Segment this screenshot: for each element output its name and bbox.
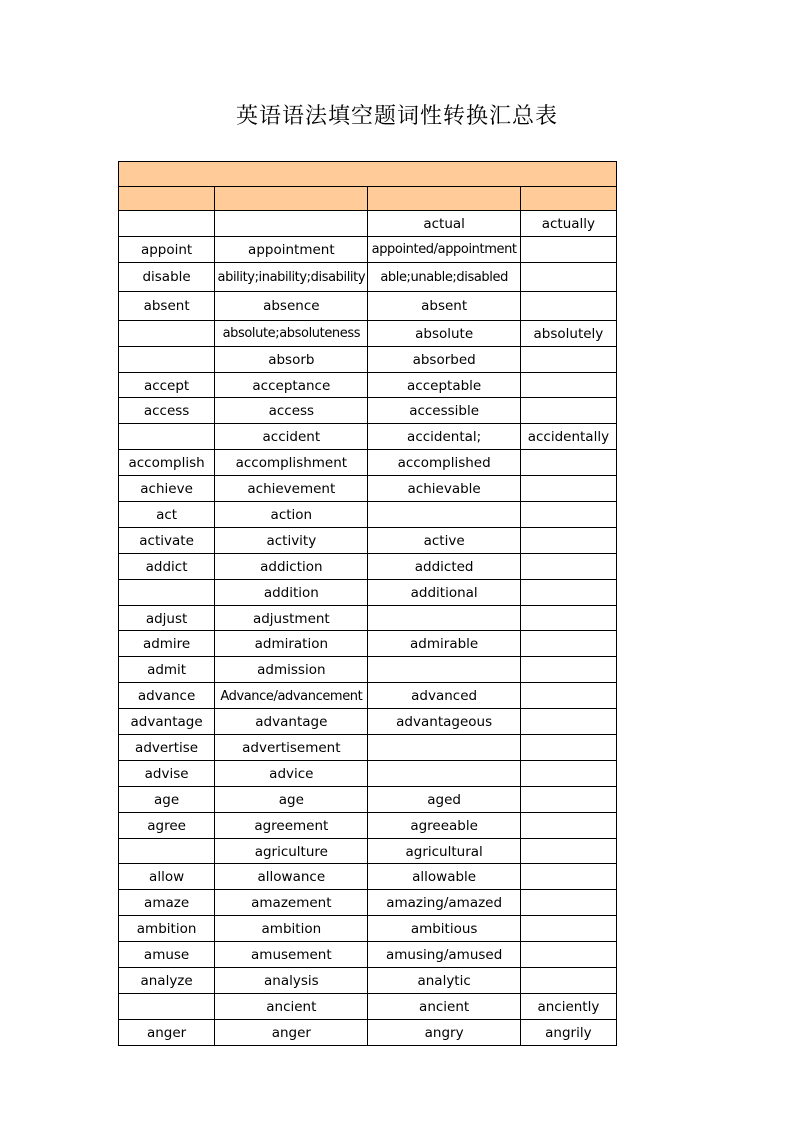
- table-cell: actual: [368, 211, 520, 237]
- table-row: [119, 262, 617, 291]
- table-cell: [520, 735, 616, 761]
- table-cell: admit: [119, 657, 215, 683]
- table-cell: adjustment: [215, 605, 368, 631]
- table-cell: able;unable;disabled: [368, 262, 520, 291]
- table-cell: amazement: [215, 890, 368, 916]
- table-cell: [520, 812, 616, 838]
- table-cell: [520, 605, 616, 631]
- table-cell: advise: [119, 760, 215, 786]
- table-row: [119, 211, 617, 237]
- table-cell: aged: [368, 786, 520, 812]
- column-header: [215, 187, 368, 211]
- table-cell: [368, 605, 520, 631]
- table-cell: [119, 346, 215, 372]
- table-cell: amaze: [119, 890, 215, 916]
- table-cell: admission: [215, 657, 368, 683]
- table-cell: appoint: [119, 236, 215, 262]
- table-cell: agricultural: [368, 838, 520, 864]
- table-cell: advance: [119, 683, 215, 709]
- table-row: [119, 291, 617, 320]
- table-cell: [520, 838, 616, 864]
- table-row: [119, 372, 617, 398]
- table-cell: addict: [119, 553, 215, 579]
- table-cell: [520, 968, 616, 994]
- table-cell: act: [119, 502, 215, 528]
- table-cell: adjust: [119, 605, 215, 631]
- table-cell: accidentally: [520, 424, 616, 450]
- table-cell: absent: [368, 291, 520, 320]
- table-cell: acceptable: [368, 372, 520, 398]
- table-cell: age: [215, 786, 368, 812]
- table-cell: accomplish: [119, 450, 215, 476]
- table-row: [119, 424, 617, 450]
- table-cell: absence: [215, 291, 368, 320]
- table-row: [119, 786, 617, 812]
- table-cell: amuse: [119, 942, 215, 968]
- page-title: 英语语法填空题词性转换汇总表: [235, 104, 558, 129]
- table-cell: ancient: [368, 993, 520, 1019]
- table-cell: accessible: [368, 398, 520, 424]
- table-cell: [520, 291, 616, 320]
- table-cell: [520, 553, 616, 579]
- table-cell: advanced: [368, 683, 520, 709]
- table-cell: [520, 709, 616, 735]
- table-cell: [520, 527, 616, 553]
- table-cell: amusing/amused: [368, 942, 520, 968]
- table-cell: [520, 372, 616, 398]
- table-cell: appointment: [215, 236, 368, 262]
- table-cell: addicted: [368, 553, 520, 579]
- table-cell: anger: [119, 1019, 215, 1045]
- table-banner-cell: [119, 162, 617, 187]
- table-cell: [368, 760, 520, 786]
- table-row: [119, 968, 617, 994]
- table-cell: achievable: [368, 476, 520, 502]
- table-cell: accident: [215, 424, 368, 450]
- table-cell: allowable: [368, 864, 520, 890]
- table-cell: agreement: [215, 812, 368, 838]
- table-row: [119, 683, 617, 709]
- table-row: [119, 605, 617, 631]
- table-cell: [368, 657, 520, 683]
- table-cell: ability;inability;disability: [215, 262, 368, 291]
- table-cell: age: [119, 786, 215, 812]
- table-cell: [119, 424, 215, 450]
- table-cell: actually: [520, 211, 616, 237]
- table-row: [119, 553, 617, 579]
- table-cell: disable: [119, 262, 215, 291]
- word-form-table: [118, 161, 617, 1046]
- table-cell: [119, 838, 215, 864]
- table-cell: addiction: [215, 553, 368, 579]
- table-cell: [119, 211, 215, 237]
- table-cell: [119, 320, 215, 346]
- table-cell: absorbed: [368, 346, 520, 372]
- table-cell: active: [368, 527, 520, 553]
- table-cell: [520, 916, 616, 942]
- table-row: [119, 942, 617, 968]
- table-cell: anger: [215, 1019, 368, 1045]
- table-cell: [520, 502, 616, 528]
- table-cell: accidental;: [368, 424, 520, 450]
- table-cell: agriculture: [215, 838, 368, 864]
- table-cell: access: [119, 398, 215, 424]
- table-cell: advantage: [119, 709, 215, 735]
- table-cell: agree: [119, 812, 215, 838]
- table-cell: angry: [368, 1019, 520, 1045]
- table-cell: Advance/advancement: [215, 683, 368, 709]
- table-cell: activity: [215, 527, 368, 553]
- table-cell: [520, 579, 616, 605]
- column-header: [119, 187, 215, 211]
- table-row: [119, 398, 617, 424]
- table-cell: ambition: [215, 916, 368, 942]
- table-row: [119, 579, 617, 605]
- table-cell: [520, 760, 616, 786]
- table-cell: action: [215, 502, 368, 528]
- table-cell: [520, 398, 616, 424]
- table-cell: achievement: [215, 476, 368, 502]
- table-cell: [520, 683, 616, 709]
- table-row: [119, 709, 617, 735]
- table-cell: addition: [215, 579, 368, 605]
- table-row: [119, 1019, 617, 1045]
- table-cell: [215, 211, 368, 237]
- table-cell: admirable: [368, 631, 520, 657]
- table-cell: additional: [368, 579, 520, 605]
- column-header: [368, 187, 520, 211]
- table-cell: absolute: [368, 320, 520, 346]
- table-cell: [520, 346, 616, 372]
- table-cell: accomplishment: [215, 450, 368, 476]
- table-cell: allow: [119, 864, 215, 890]
- table-cell: [520, 236, 616, 262]
- table-cell: ancient: [215, 993, 368, 1019]
- table-cell: [520, 631, 616, 657]
- table-cell: analytic: [368, 968, 520, 994]
- table-cell: angrily: [520, 1019, 616, 1045]
- table-cell: access: [215, 398, 368, 424]
- table-row: [119, 320, 617, 346]
- table-cell: accept: [119, 372, 215, 398]
- table-row: [119, 502, 617, 528]
- table-cell: [520, 450, 616, 476]
- table-cell: [520, 657, 616, 683]
- table-cell: analyze: [119, 968, 215, 994]
- table-cell: [520, 864, 616, 890]
- table-row: [119, 476, 617, 502]
- table-row: [119, 631, 617, 657]
- table-cell: [520, 942, 616, 968]
- table-cell: ambition: [119, 916, 215, 942]
- table-cell: [520, 786, 616, 812]
- table-cell: [119, 579, 215, 605]
- table-row: [119, 657, 617, 683]
- table-row: [119, 527, 617, 553]
- table-cell: agreeable: [368, 812, 520, 838]
- table-cell: absorb: [215, 346, 368, 372]
- table-row: [119, 735, 617, 761]
- table-row: [119, 236, 617, 262]
- table-row: [119, 838, 617, 864]
- table-cell: activate: [119, 527, 215, 553]
- table-cell: allowance: [215, 864, 368, 890]
- table-cell: [520, 890, 616, 916]
- table-cell: advice: [215, 760, 368, 786]
- table-row: [119, 890, 617, 916]
- table-cell: advantage: [215, 709, 368, 735]
- word-form-table-container: [118, 161, 617, 1046]
- table-row: [119, 812, 617, 838]
- table-row: [119, 993, 617, 1019]
- table-cell: absent: [119, 291, 215, 320]
- table-row: [119, 760, 617, 786]
- table-cell: [368, 502, 520, 528]
- table-cell: advertisement: [215, 735, 368, 761]
- table-row: [119, 916, 617, 942]
- table-cell: [119, 993, 215, 1019]
- table-cell: amazing/amazed: [368, 890, 520, 916]
- table-banner-row: [119, 162, 617, 187]
- table-cell: amusement: [215, 942, 368, 968]
- table-cell: achieve: [119, 476, 215, 502]
- table-cell: appointed/appointment: [368, 236, 520, 262]
- table-cell: [520, 476, 616, 502]
- table-cell: acceptance: [215, 372, 368, 398]
- table-header-row: [119, 187, 617, 211]
- table-cell: [368, 735, 520, 761]
- table-cell: absolutely: [520, 320, 616, 346]
- table-cell: [520, 262, 616, 291]
- table-row: [119, 346, 617, 372]
- table-cell: admire: [119, 631, 215, 657]
- table-cell: anciently: [520, 993, 616, 1019]
- table-cell: ambitious: [368, 916, 520, 942]
- column-header: [520, 187, 616, 211]
- table-cell: advertise: [119, 735, 215, 761]
- table-cell: admiration: [215, 631, 368, 657]
- table-cell: analysis: [215, 968, 368, 994]
- table-cell: absolute;absoluteness: [215, 320, 368, 346]
- table-cell: accomplished: [368, 450, 520, 476]
- table-row: [119, 864, 617, 890]
- table-row: [119, 450, 617, 476]
- table-cell: advantageous: [368, 709, 520, 735]
